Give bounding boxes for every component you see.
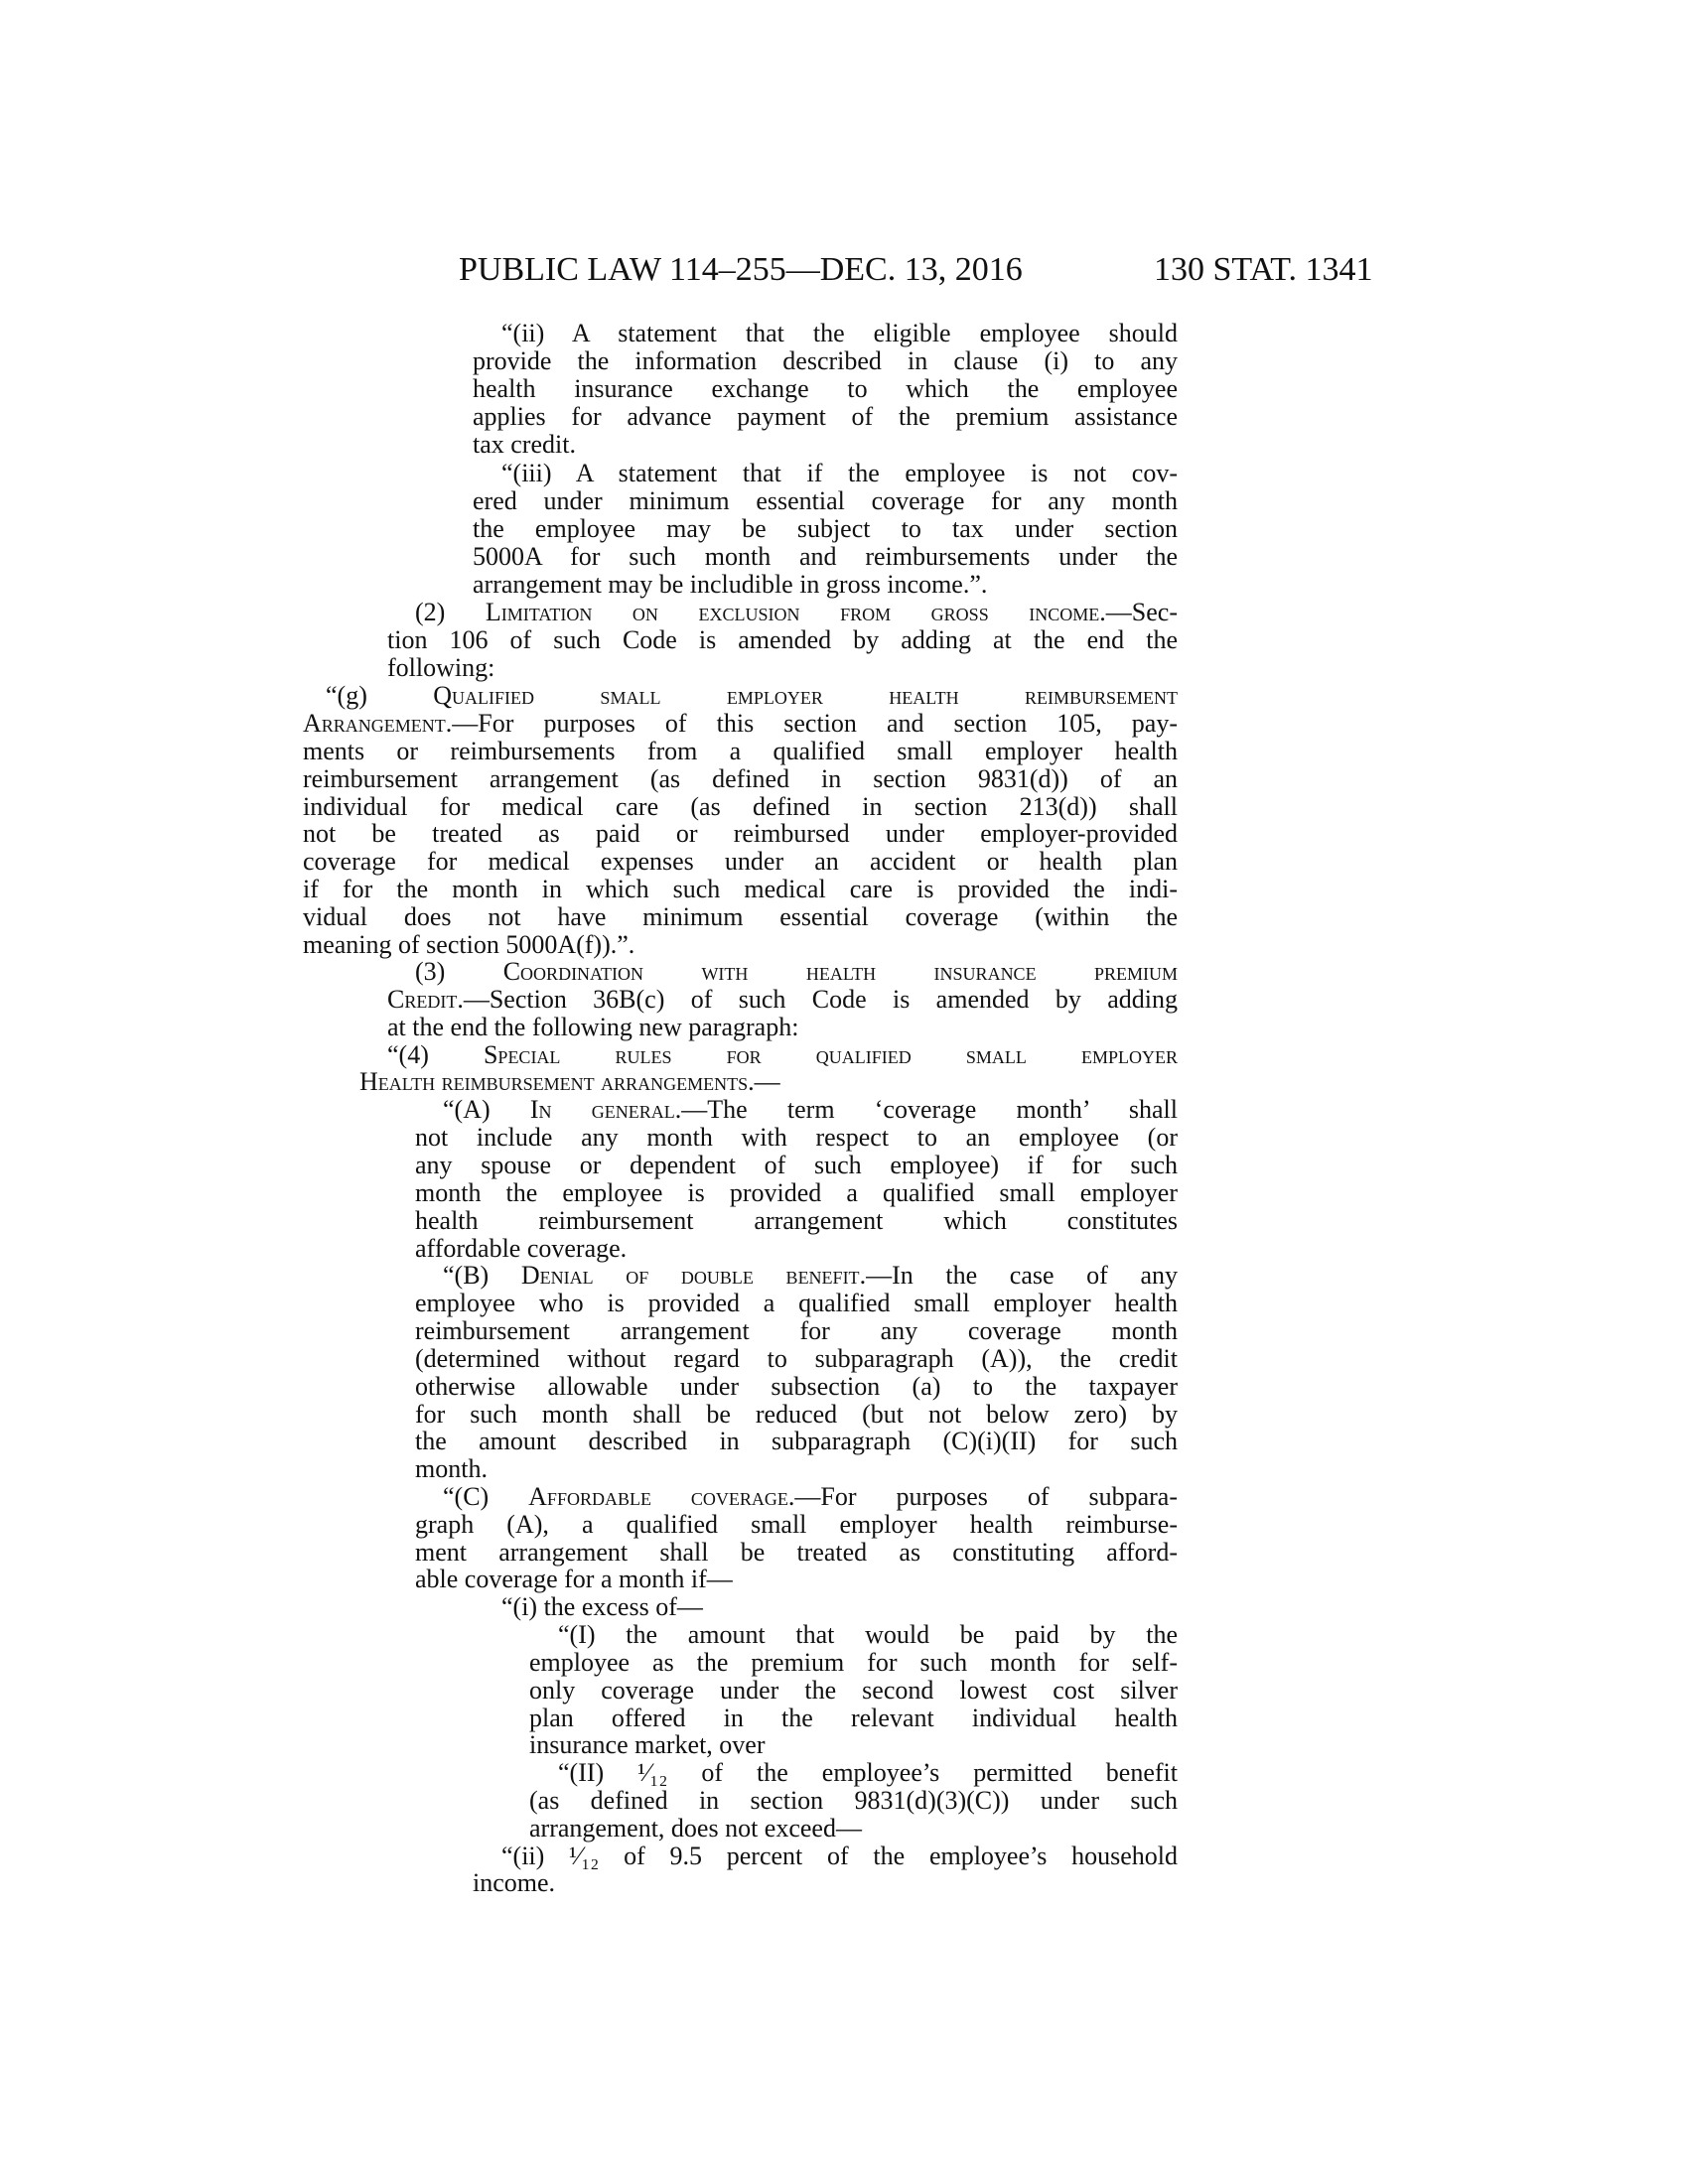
text-line: able coverage for a month if—	[415, 1565, 733, 1593]
text-line: for such month shall be reduced (but not below zero) by	[415, 1400, 1178, 1429]
text-line: (3) Coordination with health insurance premium	[415, 957, 1178, 986]
text-line: affordable coverage.	[415, 1234, 628, 1263]
section-heading: Credit	[387, 985, 458, 1014]
text-line: reimbursement arrangement for any coverage month	[415, 1316, 1178, 1345]
page-number: 130 STAT. 1341	[1154, 251, 1373, 288]
text-line: (determined without regard to subparagraph (A)), the credit	[415, 1344, 1178, 1373]
section-heading: Health reimbursement arrangements	[359, 1067, 749, 1096]
text-line: month.	[415, 1454, 488, 1483]
section-heading: Affordable coverage	[528, 1482, 788, 1511]
text-line: (2) Limitation on exclusion from gross income.—Sec-	[415, 598, 1178, 626]
text-line: employee as the premium for such month for self-	[529, 1648, 1178, 1677]
text-line: Health reimbursement arrangements.—	[359, 1067, 780, 1096]
section-heading: Limitation on exclusion from gross income	[485, 598, 1100, 626]
text-line: insurance market, over	[529, 1730, 766, 1759]
text-line: following:	[387, 653, 495, 682]
text-line: plan offered in the relevant individual health	[529, 1704, 1178, 1732]
text-line: any spouse or dependent of such employee) if for such	[415, 1151, 1178, 1179]
text-line: ments or reimbursements from a qualified small employer health	[303, 737, 1178, 765]
section-heading: Denial of double benefit	[520, 1261, 860, 1290]
text-line: provide the information described in clause (i) to any	[473, 346, 1178, 375]
text-line: tax credit.	[473, 430, 576, 459]
text-line: meaning of section 5000A(f)).”.	[303, 930, 635, 959]
text-line: reimbursement arrangement (as defined in section 9831(d)) of an	[303, 764, 1178, 793]
text-line: employee who is provided a qualified small employer health	[415, 1289, 1178, 1317]
text-line: 5000A for such month and reimbursements under the	[473, 542, 1178, 571]
text-line: only coverage under the second lowest cost silver	[529, 1676, 1178, 1705]
text-line: Credit.—Section 36B(c) of such Code is amended by adding	[387, 985, 1178, 1014]
text-line: health reimbursement arrangement which constitutes	[415, 1206, 1178, 1235]
section-heading: Special rules for qualified small employer	[483, 1040, 1178, 1069]
text-line: individual for medical care (as defined in section 213(d)) shall	[303, 792, 1178, 821]
text-line: “(B) Denial of double benefit.—In the case of any	[443, 1261, 1179, 1290]
text-line: “(g) Qualified small employer health reimbursement	[326, 681, 1178, 710]
section-heading: Arrangement	[303, 709, 446, 738]
text-line: Arrangement.—For purposes of this section and section 105, pay-	[303, 709, 1178, 738]
text-line: the amount described in subparagraph (C)(i)(II) for such	[415, 1427, 1178, 1455]
text-line: “(A) In general.—The term ‘coverage month’ shall	[443, 1095, 1178, 1124]
section-heading: Coordination with health insurance premium	[502, 957, 1178, 986]
text-line: applies for advance payment of the premium assistance	[473, 402, 1178, 431]
text-line: arrangement, does not exceed—	[529, 1814, 862, 1843]
running-header-title: PUBLIC LAW 114–255—DEC. 13, 2016	[459, 251, 1023, 288]
text-line: “(C) Affordable coverage.—For purposes of subpara-	[443, 1482, 1178, 1511]
text-line: month the employee is provided a qualified small employer	[415, 1178, 1178, 1207]
text-line: “(ii) A statement that the eligible employee should	[501, 319, 1178, 347]
text-line: the employee may be subject to tax under section	[473, 514, 1178, 543]
text-line: “(ii) ¹⁄₁₂ of 9.5 percent of the employee’s household	[501, 1842, 1178, 1870]
text-line: “(I) the amount that would be paid by the	[558, 1620, 1178, 1649]
text-line: “(iii) A statement that if the employee is not cov-	[501, 459, 1178, 487]
text-line: graph (A), a qualified small employer health reimburse-	[415, 1510, 1178, 1539]
text-line: “(II) ¹⁄₁₂ of the employee’s permitted benefit	[558, 1758, 1178, 1787]
text-line: at the end the following new paragraph:	[387, 1013, 799, 1041]
text-line: tion 106 of such Code is amended by adding at the end the	[387, 625, 1178, 654]
text-line: not include any month with respect to an employee (or	[415, 1123, 1178, 1152]
text-line: not be treated as paid or reimbursed under employer-provided	[303, 819, 1178, 848]
text-line: if for the month in which such medical care is provided the indi-	[303, 875, 1178, 903]
text-line: ered under minimum essential coverage for any month	[473, 486, 1178, 515]
text-line: coverage for medical expenses under an accident or health plan	[303, 847, 1178, 876]
text-line: arrangement may be includible in gross income.”.	[473, 570, 988, 599]
text-line: “(4) Special rules for qualified small employer	[387, 1040, 1178, 1069]
section-heading: In general	[529, 1095, 675, 1124]
text-line: ment arrangement shall be treated as constituting afford-	[415, 1538, 1178, 1567]
text-line: (as defined in section 9831(d)(3)(C)) under such	[529, 1786, 1178, 1815]
text-line: income.	[473, 1868, 556, 1897]
text-line: otherwise allowable under subsection (a) to the taxpayer	[415, 1372, 1178, 1401]
text-line: “(i) the excess of—	[501, 1592, 703, 1621]
text-line: vidual does not have minimum essential coverage (within the	[303, 902, 1178, 931]
section-heading: Qualified small employer health reimbursement	[433, 681, 1178, 710]
text-line: health insurance exchange to which the employee	[473, 374, 1178, 403]
